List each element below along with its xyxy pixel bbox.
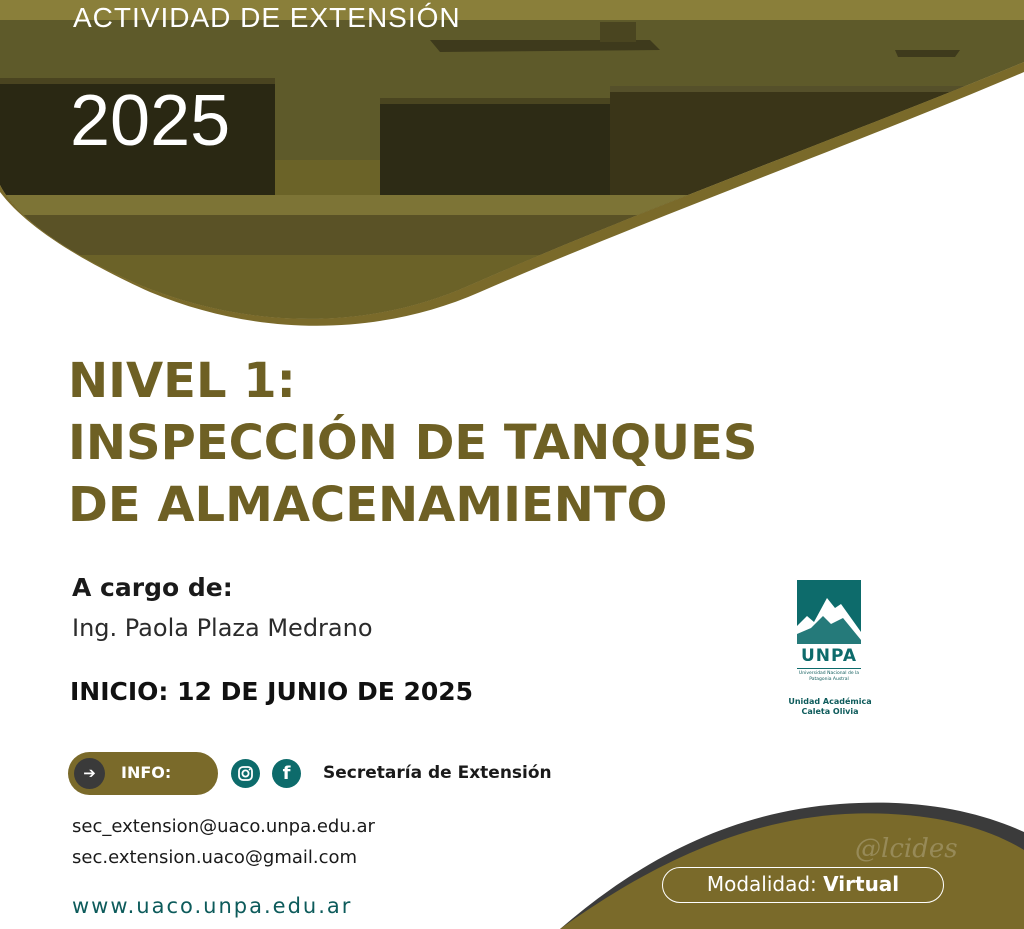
modality-label: Modalidad: xyxy=(706,872,817,896)
course-title-line: INSPECCIÓN DE TANQUES xyxy=(68,415,758,471)
modality-badge xyxy=(662,867,944,903)
modality-value: Virtual xyxy=(823,872,900,896)
hero-photo xyxy=(0,0,1024,330)
arrow-right-icon: ➔ xyxy=(74,758,105,789)
email-link[interactable]: sec.extension.uaco@gmail.com xyxy=(72,847,358,868)
start-date: INICIO: 12 DE JUNIO DE 2025 xyxy=(70,677,474,706)
watermark: @lcides xyxy=(855,834,958,864)
instagram-icon[interactable] xyxy=(231,759,260,788)
mountain-logo-icon xyxy=(797,580,861,644)
logo-unit-line: Unidad Académica xyxy=(788,697,872,706)
instagram-glyph xyxy=(231,759,260,788)
instructor-name: Ing. Paola Plaza Medrano xyxy=(72,614,373,642)
info-label: INFO: xyxy=(121,763,172,782)
course-title xyxy=(68,350,757,536)
unpa-logo xyxy=(785,580,875,720)
facebook-glyph: f xyxy=(282,763,291,784)
logo-unit-line: Caleta Olivia xyxy=(801,707,859,716)
logo-unit xyxy=(785,697,875,717)
logo-divider xyxy=(797,668,861,669)
facebook-icon[interactable] xyxy=(272,759,301,788)
year-heading: 2025 xyxy=(70,81,231,161)
activity-kicker: ACTIVIDAD DE EXTENSIÓN xyxy=(73,2,461,33)
logo-wordmark: UNPA xyxy=(800,646,858,666)
instructor-label: A cargo de: xyxy=(72,573,233,602)
logo-university: Universidad Nacional de la Patagonia Austral xyxy=(798,671,860,682)
course-title-line: DE ALMACENAMIENTO xyxy=(68,477,668,533)
info-button[interactable] xyxy=(68,752,218,795)
hero-banner xyxy=(0,0,1024,330)
course-title-line: NIVEL 1: xyxy=(68,353,296,409)
website-link[interactable]: www.uaco.unpa.edu.ar xyxy=(72,894,353,918)
department-name: Secretaría de Extensión xyxy=(323,763,552,783)
email-link[interactable]: sec_extension@uaco.unpa.edu.ar xyxy=(72,816,375,837)
